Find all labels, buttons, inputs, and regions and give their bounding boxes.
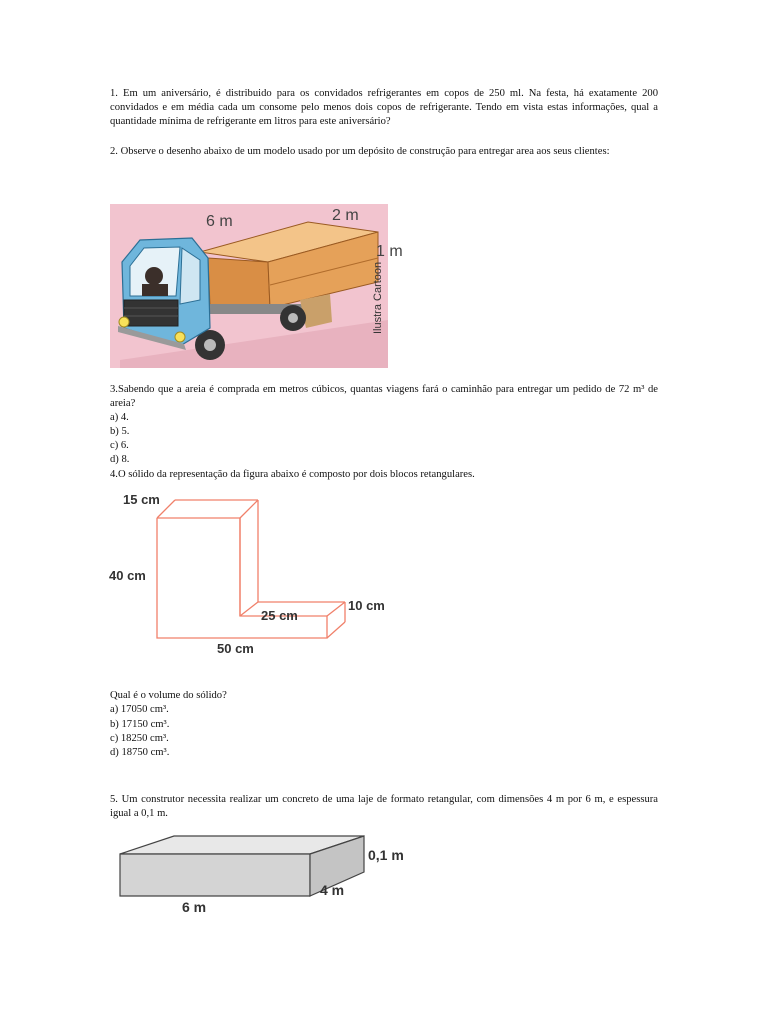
question-3-option-d: d) 8.	[110, 454, 130, 465]
question-4-option-a: a) 17050 cm³.	[110, 704, 169, 715]
l-solid-inner-label: 25 cm	[261, 608, 298, 623]
slab-depth-label: 4 m	[320, 882, 345, 898]
question-3-option-c: c) 6.	[110, 440, 129, 451]
l-solid-left-label: 40 cm	[109, 568, 146, 583]
question-2-text: 2. Observe o desenho abaixo de um modelo usado por um depósito de construção para entregar area aos seus clientes:	[110, 146, 610, 157]
slab-front-face	[120, 854, 310, 896]
question-3-text: 3.Sabendo que a areia é comprada em metros cúbicos, quantas viagens fará o caminhão para entregar um pedido de 72 m³ de areia?	[110, 384, 658, 410]
truck-length-label: 6 m	[206, 213, 233, 230]
l-solid-step-label: 10 cm	[348, 598, 385, 613]
slab-figure	[110, 832, 420, 922]
l-solid-top-label: 15 cm	[123, 492, 160, 507]
truck-width-label: 2 m	[332, 207, 359, 224]
truck-bed-side	[208, 258, 270, 308]
truck-height-label: 1 m	[376, 243, 403, 260]
question-4-text: 4.O sólido da representação da figura abaixo é composto por dois blocos retangulares.	[110, 469, 475, 480]
question-1-text: 1. Em um aniversário, é distribuido para os convidados refrigerantes em copos de 250 ml. Na festa, há exatamente 200 convidados e em média cada um consome pelo menos dois copos de refrigerante. Tendo em vista estas informações, qual a quantidade mínima de refrigerante em litros para este aniversário?	[110, 88, 658, 128]
truck-figure-credit: Ilustra Cartoon	[372, 261, 384, 334]
question-4-option-d: d) 18750 cm³.	[110, 747, 170, 758]
question-5-text: 5. Um construtor necessita realizar um concreto de uma laje de formato retangular, com dimensões 4 m por 6 m, e espessura igual a 0,1 m.	[110, 794, 658, 820]
question-3-option-a: a) 4.	[110, 412, 129, 423]
truck-figure	[110, 200, 410, 372]
question-4-option-c: c) 18250 cm³.	[110, 733, 169, 744]
question-3-option-b: b) 5.	[110, 426, 130, 437]
l-solid-bottom-label: 50 cm	[217, 641, 254, 656]
slab-length-label: 6 m	[182, 899, 207, 915]
question-4-prompt: Qual é o volume do sólido?	[110, 690, 227, 701]
question-4-option-b: b) 17150 cm³.	[110, 719, 170, 730]
slab-thickness-label: 0,1 m	[368, 847, 404, 863]
l-solid-figure	[105, 488, 405, 658]
